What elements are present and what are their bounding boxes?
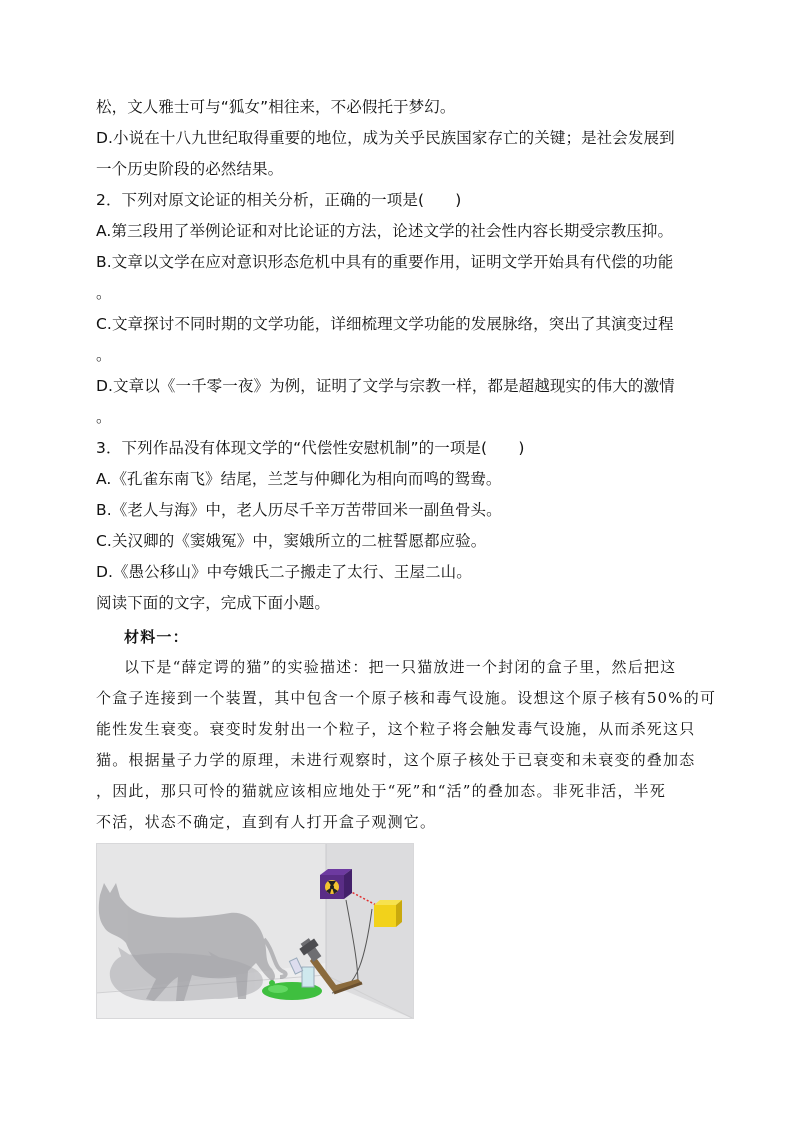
reading-instruction: 阅读下面的文字，完成下面小题。 bbox=[96, 594, 331, 612]
text-line: 。 bbox=[96, 284, 112, 302]
option-c-q3: C.关汉卿的《窦娥冤》中，窦娥所立的二桩誓愿都应验。 bbox=[96, 532, 487, 550]
text-line: 松，文人雅士可与“狐女”相往来，不必假托于梦幻。 bbox=[96, 98, 456, 116]
text-line: 。 bbox=[96, 408, 112, 426]
text-line: 一个历史阶段的必然结果。 bbox=[96, 160, 284, 178]
option-b-q3: B.《老人与海》中，老人历尽千辛万苦带回米一副鱼骨头。 bbox=[96, 501, 502, 519]
material-paragraph-line: ，因此，那只可怜的猫就应该相应地处于“死”和“活”的叠加态。非死非活，半死 bbox=[96, 782, 667, 800]
option-d-q3: D.《愚公移山》中夸娥氏二子搬走了太行、王屋二山。 bbox=[96, 563, 472, 581]
geiger-counter-icon bbox=[374, 900, 402, 927]
material-paragraph-line: 猫。根据量子力学的原理，未进行观察时，这个原子核处于已衰变和未衰变的叠加态 bbox=[96, 751, 696, 769]
question-3: 3．下列作品没有体现文学的“代偿性安慰机制”的一项是( ) bbox=[96, 439, 525, 457]
material-heading: 材料一： bbox=[124, 628, 189, 646]
text-line: 。 bbox=[96, 346, 112, 364]
illustration-svg bbox=[96, 843, 414, 1019]
option-d-q1: D.小说在十八九世纪取得重要的地位，成为关乎民族国家存亡的关键；是社会发展到 bbox=[96, 129, 675, 147]
option-c-q2: C.文章探讨不同时期的文学功能，详细梳理文学功能的发展脉络，突出了其演变过程 bbox=[96, 315, 674, 333]
option-a-q3: A.《孔雀东南飞》结尾，兰芝与仲卿化为相向而鸣的鸳鸯。 bbox=[96, 470, 502, 488]
material-paragraph-line: 不活，状态不确定，直到有人打开盒子观测它。 bbox=[96, 813, 437, 831]
option-d-q2: D.文章以《一千零一夜》为例，证明了文学与宗教一样，都是超越现实的伟大的激情 bbox=[96, 377, 675, 395]
radiation-source-icon bbox=[320, 869, 352, 899]
schrodinger-cat-illustration bbox=[96, 843, 414, 1019]
material-paragraph-line: 个盒子连接到一个装置，其中包含一个原子核和毒气设施。设想这个原子核有50%的可 bbox=[96, 689, 717, 707]
material-paragraph-line: 以下是“薛定谔的猫”的实验描述：把一只猫放进一个封闭的盒子里，然后把这 bbox=[124, 658, 677, 676]
question-2: 2．下列对原文论证的相关分析，正确的一项是( ) bbox=[96, 191, 462, 209]
material-paragraph-line: 能性发生衰变。衰变时发射出一个粒子，这个粒子将会触发毒气设施，从而杀死这只 bbox=[96, 720, 696, 738]
option-a-q2: A.第三段用了举例论证和对比论证的方法，论述文学的社会性内容长期受宗教压抑。 bbox=[96, 222, 674, 240]
option-b-q2: B.文章以文学在应对意识形态危机中具有的重要作用，证明文学开始具有代偿的功能 bbox=[96, 253, 674, 271]
